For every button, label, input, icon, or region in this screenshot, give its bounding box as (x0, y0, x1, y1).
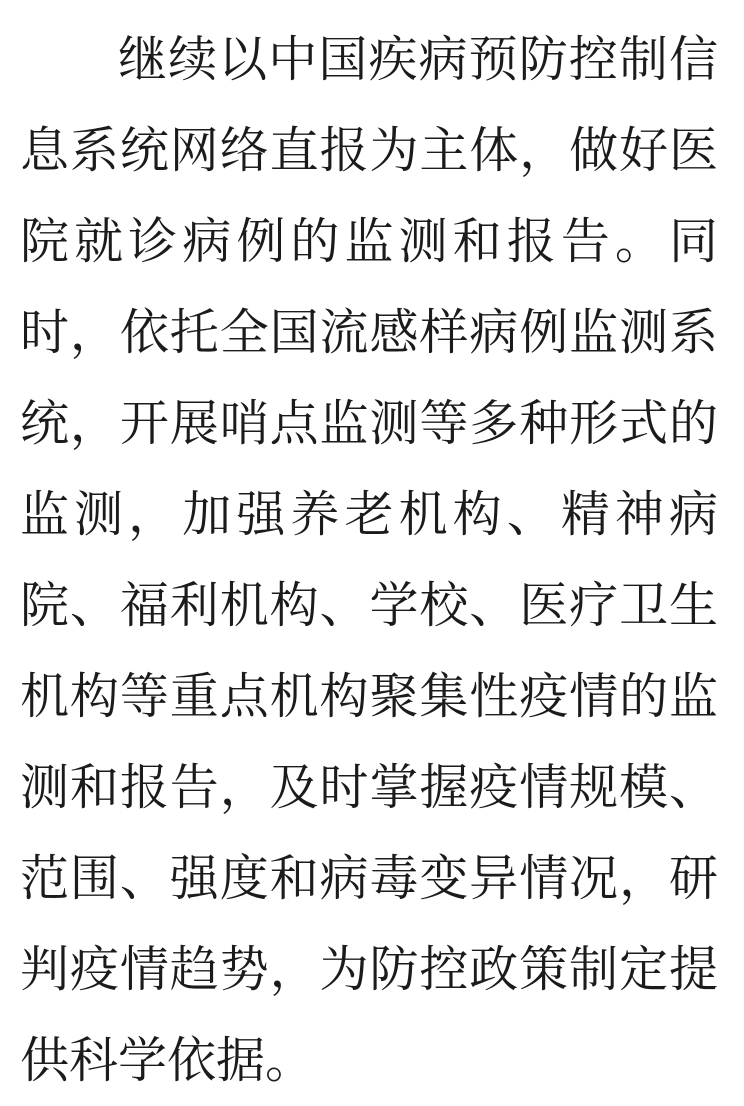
body-paragraph: 继续以中国疾病预防控制信息系统网络直报为主体，做好医院就诊病例的监测和报告。同时，依托全国流感样病例监测系统，开展哨点监测等多种形式的监测，加强养老机构、精神病院、福利机构、学校、医疗卫生机构等重点机构聚集性疫情的监测和报告，及时掌握疫情规模、范围、强度和病毒变异情况，研判疫情趋势，为防控政策制定提供科学依据。 (20, 31, 718, 1089)
